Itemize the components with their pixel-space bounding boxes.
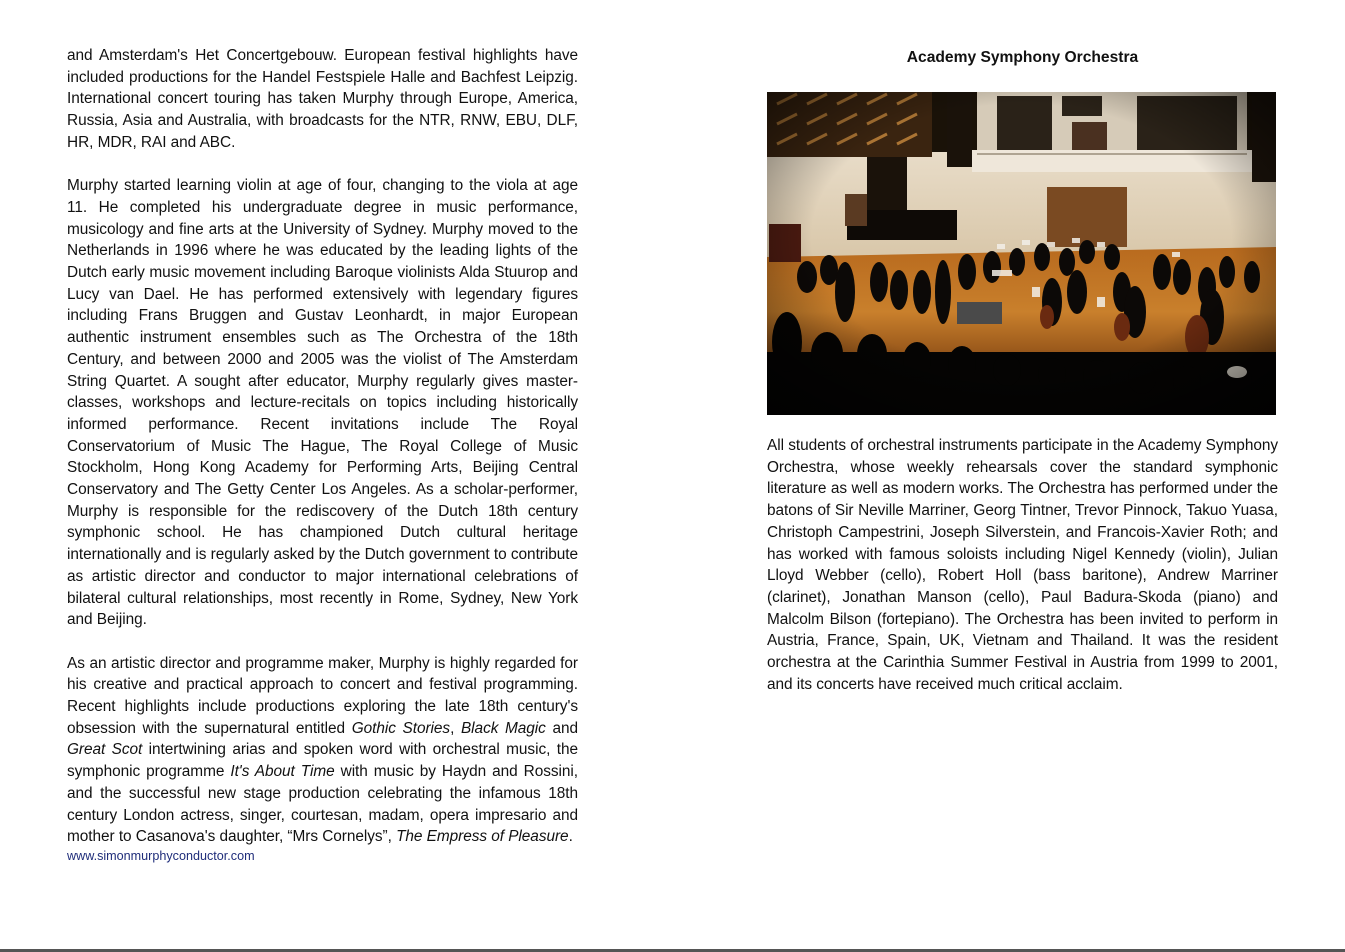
segment: , bbox=[450, 719, 461, 737]
segment: . bbox=[568, 828, 573, 846]
orchestra-description bbox=[767, 435, 1278, 695]
title-gothic-stories: Gothic Stories bbox=[351, 719, 451, 737]
segment: and bbox=[545, 719, 578, 737]
segment: As an artistic director and programme maker, Murphy is highly regarded for his creative and practical approach to concert and festival programming. Recent highlights include productions exploring the late 18th century's obsession with the supernatural entitled bbox=[67, 654, 578, 737]
paragraph-orchestra: All students of orchestral instruments participate in the Academy Symphony Orchestra, whose weekly rehearsals cover the standard symphonic literature as well as modern works. The Orchestra has performed under the batons of Sir Neville Marriner, Georg Tintner, Trevor Pinnock, Takuo Yuasa, Christoph Campestrini, Joseph Silverstein, and Francois-Xavier Roth; and has worked with famous soloists including Nigel Kennedy (violin), Julian Lloyd Webber (cello), Robert Holl (bass baritone), Andrew Marriner (clarinet), Jonathan Manson (cello), Paul Badura-Skoda (piano) and Malcolm Bilson (fortepiano). The Orchestra has been invited to perform in Austria, France, Spain, UK, Vietnam and Thailand. It was the resident orchestra at the Carinthia Summer Festival in Austria from 1999 to 2001, and its concerts have received much critical acclaim. bbox=[767, 437, 1278, 693]
title-its-about-time: It's About Time bbox=[230, 763, 335, 781]
orchestra-photo-illustration bbox=[767, 92, 1276, 415]
paragraph-biography: Murphy started learning violin at age of four, changing to the viola at age 11. He completed his undergraduate degree in music performance, musicology and fine arts at the University of Sydney. Murphy moved to the Netherlands in 1996 where he was educated by the leading lights of the Dutch early music movement including Baroque violinists Alda Stuurop and Lucy van Dael. He has performed extensively with legendary figures including Frans Bruggen and Gustav Leonhardt, in major European authentic instrument ensembles such as The Orchestra of the 18th Century, and between 2000 and 2005 was the violist of The Amsterdam String Quartet. A sought after educator, Murphy regularly gives master-classes, workshops and lecture-recitals on topics including historically informed performance. Recent invitations include The Royal Conservatorium of Music The Hague, The Royal College of Music Stockholm, Hong Kong Academy for Performing Arts, Beijing Central Conservatory and The Getty Center Los Angeles. As a scholar-performer, Murphy is responsible for the rediscovery of the Dutch 18th century symphonic school. He has championed Dutch cultural heritage internationally and is regularly asked by the Dutch government to contribute as artistic director and conductor to major international celebrations of bilateral cultural relationships, most recently in Rome, Sydney, New York and Beijing. bbox=[67, 177, 578, 629]
paragraph-touring: and Amsterdam's Het Concertgebouw. European festival highlights have included productions for the Handel Festspiele Halle and Bachfest Leipzig. International concert touring has taken Murphy through Europe, America, Russia, Asia and Australia, with broadcasts for the NTR, RNW, EBU, DLF, HR, MDR, RAI and ABC. bbox=[67, 47, 578, 151]
left-column bbox=[67, 45, 578, 865]
right-column bbox=[767, 45, 1278, 693]
paragraph-programming bbox=[67, 653, 578, 848]
website-link[interactable]: www.simonmurphyconductor.com bbox=[67, 848, 255, 863]
segment: with music by Haydn and Rossini, and the successful new stage production celebrating the infamous 18th century London actress, singer, courtesan, madam, opera impresario and mother to Casanova's daughter, “Mrs Cornelys”, bbox=[67, 763, 579, 846]
title-empress-of-pleasure: The Empress of Pleasure bbox=[396, 828, 569, 846]
orchestra-photo bbox=[767, 92, 1276, 415]
title-great-scot: Great Scot bbox=[67, 741, 143, 759]
title-black-magic: Black Magic bbox=[460, 719, 546, 737]
segment: intertwining arias and spoken word with orchestral music, the symphonic programme bbox=[67, 741, 578, 781]
section-title: Academy Symphony Orchestra bbox=[906, 49, 1139, 66]
